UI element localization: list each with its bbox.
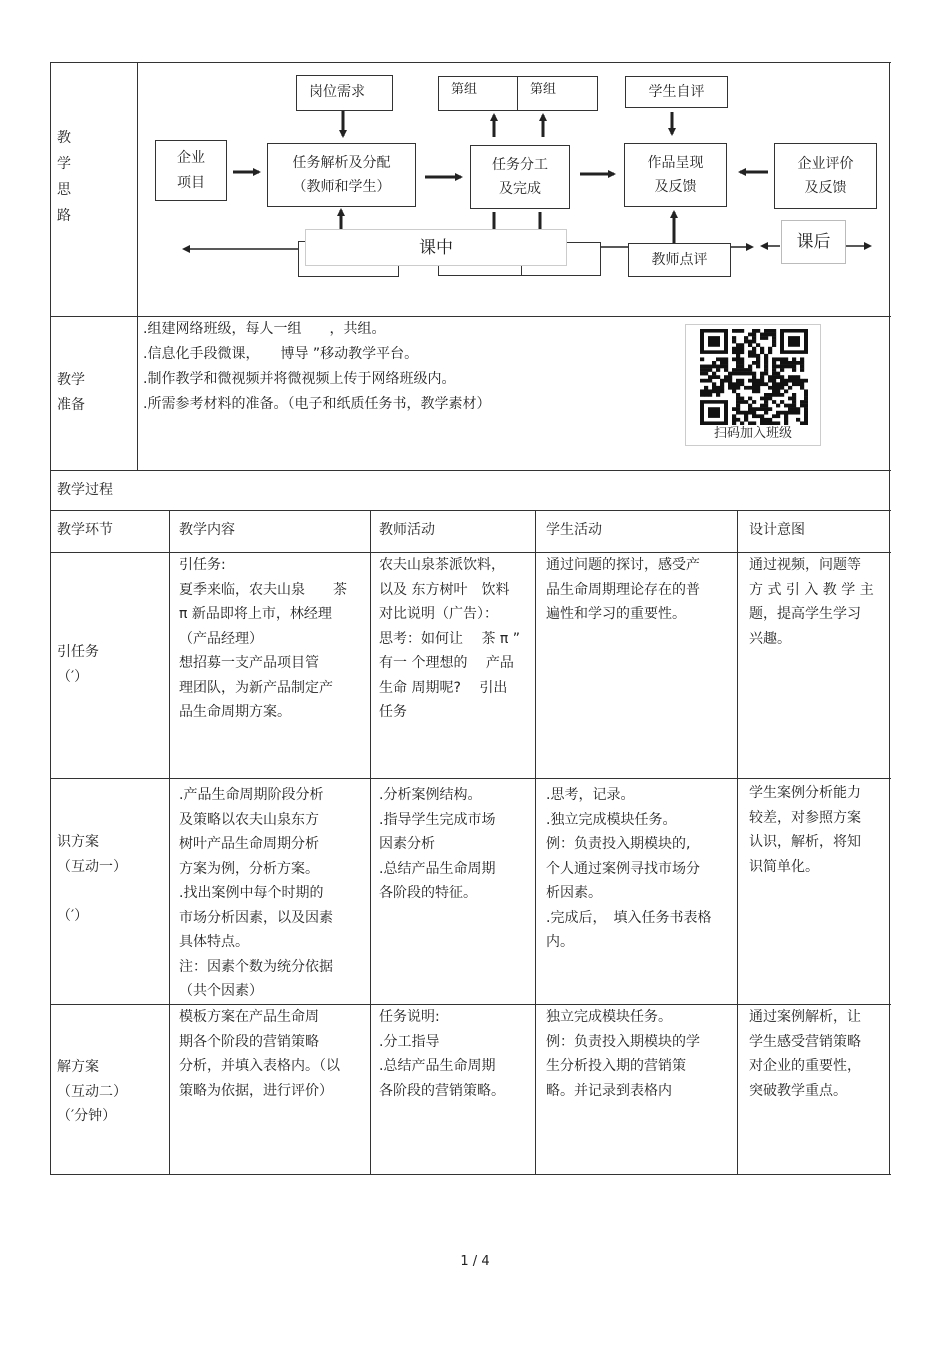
col-divider: [737, 510, 738, 1175]
group-b-box: 第组: [517, 76, 598, 111]
process-title: 教学过程: [57, 482, 113, 498]
row3-teacher: 任务说明: .分工指导 .总结产品生命周期 各阶段的营销策略。: [379, 1009, 505, 1099]
col-divider: [535, 510, 536, 1175]
table-border-bottom: [50, 1174, 891, 1175]
enterprise-project-box: [155, 140, 227, 201]
row3-content: 模板方案在产品生命周 期各个阶段的营销策略 分析，并填入表格内。（以 策略为依据，进行评价）: [179, 1009, 340, 1099]
header-teacher: 教师活动: [379, 522, 435, 538]
group-a-box: 第组: [438, 76, 518, 111]
section-label-thinking: 教 学 思 路: [57, 130, 71, 224]
row2-teacher: .分析案例结构。 .指导学生完成市场 因素分析 .总结产品生命周期 各阶段的特征。: [379, 787, 496, 901]
row1-teacher: 农夫山泉茶派饮料， 以及 东方树叶 饮料 对比说明（广告）： 思考：如何让 茶 π ” 有一 个理想的 产品 生命 周期呢? 引出 任务: [379, 557, 521, 720]
header-intent: 设计意图: [749, 522, 805, 538]
row-divider: [50, 470, 891, 471]
row3-stage: 解方案 （互动二） （′分钟）: [57, 1059, 127, 1124]
section-label-prep: 教学 准备: [57, 372, 85, 413]
teacher-review-box: 教师点评: [628, 243, 731, 277]
prep-item-2: .信息化手段微课， 博导 ”移动教学平台。: [143, 346, 419, 362]
row3-intent: 通过案例解析，让 学生感受营销策略 对企业的重要性， 突破教学重点。: [749, 1009, 861, 1099]
work-present-label: 作品呈现 及反馈: [647, 154, 704, 195]
row1-intent: 通过视频，问题等 方 式 引 入 教 学 主 题，提高学生学习 兴趣。: [749, 557, 874, 647]
header-stage: 教学环节: [57, 522, 113, 538]
header-student: 学生活动: [546, 522, 602, 538]
student-self-eval-box: 学生自评: [625, 76, 728, 108]
row2-stage: 识方案 （互动一） （′）: [57, 834, 127, 924]
header-content: 教学内容: [179, 522, 235, 538]
qr-caption: 扫码加入班级: [713, 426, 792, 441]
task-division-box: [470, 145, 570, 209]
col-divider: [370, 510, 371, 1175]
after-class-box: 课后: [781, 220, 846, 264]
qr-panel[interactable]: [685, 324, 821, 446]
row-divider: [50, 778, 891, 779]
enterprise-eval-label: 企业评价 及反馈: [797, 155, 854, 196]
enterprise-project-label: 企业 项目: [177, 150, 205, 191]
col-divider: [169, 510, 170, 1175]
work-present-box: [624, 143, 727, 207]
task-analysis-box: [267, 143, 416, 207]
row1-stage: 引任务 （′）: [57, 644, 99, 685]
enterprise-eval-box: [774, 143, 877, 209]
row1-content: 引任务: 夏季来临，农夫山泉 茶 π 新品即将上市，林经理 （产品经理） 想招募一支产品项目管 理团队，为新产品制定产 品生命周期方案。: [179, 557, 347, 720]
prep-item-3: .制作教学和微视频并将微视频上传于网络班级内。: [143, 371, 456, 387]
row2-content: .产品生命周期阶段分析 及策略以农夫山泉东方 树叶产品生命周期分析 方案为例，分析方案。 .找出案例中每个时期的 市场分析因素，以及因素 具体特点。 注：因素个数为统分依据 （共个因素）: [179, 787, 333, 999]
prep-item-1: .组建网络班级，每人一组 ，共组。: [143, 321, 386, 337]
prep-item-4: .所需参考材料的准备。（电子和纸质任务书，教学素材）: [143, 396, 491, 412]
row2-intent: 学生案例分析能力 较差，对参照方案 认识，解析，将知 识简单化。: [749, 785, 861, 875]
post-requirement-box: 岗位需求: [296, 75, 393, 111]
qr-code-icon[interactable]: [700, 329, 808, 425]
row3-student: 独立完成模块任务。 例：负责投入期模块的学 生分析投入期的营销策 略。并记录到表格内: [546, 1009, 700, 1099]
row1-student: 通过问题的探讨，感受产 品生命周期理论存在的普 遍性和学习的重要性。: [546, 557, 700, 622]
row-divider: [50, 510, 891, 511]
in-class-box: 课中: [305, 229, 567, 266]
page-number: 1 / 4: [460, 1254, 490, 1269]
task-analysis-label: 任务解析及分配 （教师和学生）: [292, 154, 391, 195]
task-division-label: 任务分工 及完成: [492, 156, 548, 197]
row2-student: .思考，记录。 .独立完成模块任务。 例：负责投入期模块的, 个人通过案例寻找市场分 析因素。 .完成后， 填入任务书表格 内。: [546, 787, 712, 950]
